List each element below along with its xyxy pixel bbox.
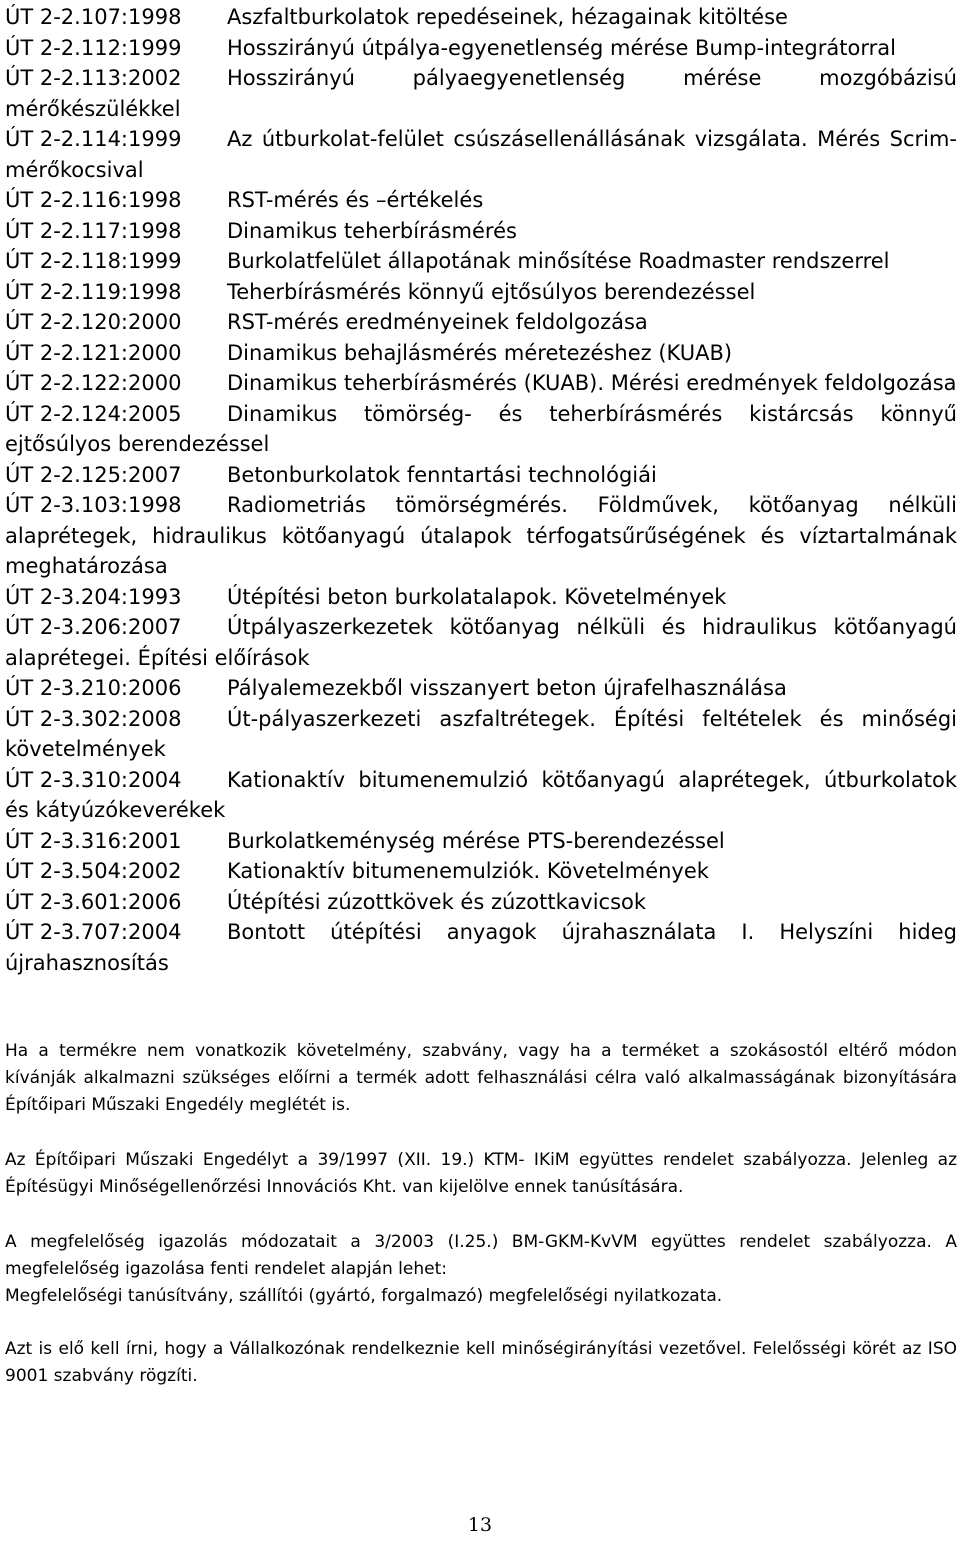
standard-code: ÚT 2-2.121:2000 [5,340,182,365]
standard-item [5,765,957,826]
standard-title: Hosszirányú útpálya-egyenetlenség mérése Bump-integrátorral [227,35,896,60]
page-number: 13 [467,1514,493,1536]
paragraph-conformity-certificate: Megfelelőségi tanúsítvány, szállítói (gyártó, forgalmazó) megfelelőségi nyilatkozata. [5,1286,723,1306]
standard-title: Út-pályaszerkezeti aszfaltrétegek. Építési feltételek és minőségi követelmények [5,706,957,761]
standard-title: Pályalemezekből visszanyert beton újrafelhasználása [227,676,787,700]
standard-code: ÚT 2-2.117:1998 [5,218,182,243]
standard-item [5,917,957,978]
standard-title: Aszfaltburkolatok repedéseinek, hézagainak kitöltése [227,5,788,29]
standard-item [5,185,957,216]
standard-title: Dinamikus teherbírásmérés (KUAB). Mérési eredmények feldolgozása [227,371,957,395]
standard-item [5,704,957,765]
standard-item [5,460,957,491]
standard-title: Útépítési zúzottkövek és zúzottkavicsok [227,889,647,914]
standard-code: ÚT 2-3.103:1998 [5,493,182,517]
standard-title: Burkolatkeménység mérése PTS-berendezéssel [227,828,725,853]
standard-code: ÚT 2-2.116:1998 [5,188,182,212]
standard-item [5,277,957,308]
standard-title: Útpályaszerkezetek kötőanyag nélküli és hidraulikus kötőanyagú alaprétegei. Építési előírások [5,615,957,670]
standards-list [5,2,957,978]
standard-title: Az útburkolat-felület csúszásellenállásának vizsgálata. Mérés Scrim-mérőkocsival [5,127,957,182]
standard-title: Betonburkolatok fenntartási technológiái [227,462,657,487]
standard-code: ÚT 2-3.601:2006 [5,889,182,914]
standard-item [5,2,957,33]
standard-item [5,368,957,399]
standard-item [5,246,957,277]
standard-code: ÚT 2-2.120:2000 [5,310,182,334]
paragraph-approval-regulation: Az Építőipari Műszaki Engedélyt a 39/1997 (XII. 19.) KTM- IKiM együttes rendelet szabályozza. Jelenleg az Építésügyi Minőségellenőrzési Innovációs Kht. van kijelölve ennek tanúsítására. [5,1150,957,1197]
standard-item [5,399,957,460]
standard-title: Dinamikus tömörség- és teherbírásmérés kistárcsás könnyű ejtősúlyos berendezéssel [5,401,957,456]
standard-code: ÚT 2-3.316:2001 [5,828,182,853]
standard-code: ÚT 2-3.707:2004 [5,920,182,944]
standard-item [5,612,957,673]
standard-item [5,856,957,887]
standard-code: ÚT 2-3.302:2008 [5,706,182,731]
standard-title: Dinamikus behajlásmérés méretezéshez (KUAB) [227,340,733,365]
standard-code: ÚT 2-3.206:2007 [5,615,182,639]
standard-title: RST-mérés eredményeinek feldolgozása [227,310,648,334]
standard-title: Teherbírásmérés könnyű ejtősúlyos berendezéssel [227,279,756,304]
standard-title: Hosszirányú pályaegyenetlenség mérése mozgóbázisú mérőkészülékkel [5,66,957,121]
standard-code: ÚT 2-2.107:1998 [5,5,182,29]
standard-code: ÚT 2-3.204:1993 [5,584,182,609]
standard-title: Kationaktív bitumenemulzió kötőanyagú alaprétegek, útburkolatok és kátyúzókeverékek [5,767,957,822]
standard-code: ÚT 2-2.113:2002 [5,66,182,90]
body-paragraphs [5,1038,957,1390]
standard-code: ÚT 2-2.122:2000 [5,371,182,395]
paragraph-quality-manager: Azt is elő kell írni, hogy a Vállalkozónak rendelkeznie kell minőségirányítási vezetővel. Felelősségi körét az ISO 9001 szabvány rögzíti. [5,1339,957,1386]
standard-title: RST-mérés és –értékelés [227,188,484,212]
standard-code: ÚT 2-2.124:2005 [5,401,182,426]
standard-code: ÚT 2-3.210:2006 [5,676,182,700]
standard-item [5,307,957,338]
standard-title: Kationaktív bitumenemulziók. Követelmények [227,859,709,883]
standard-item [5,33,957,64]
standard-code: ÚT 2-2.119:1998 [5,279,182,304]
standard-item [5,124,957,185]
standard-code: ÚT 2-2.125:2007 [5,462,182,487]
standard-item [5,490,957,582]
standard-code: ÚT 2-2.112:1999 [5,35,182,60]
standard-item [5,338,957,369]
paragraph-conformity-regulation: A megfelelőség igazolás módozatait a 3/2003 (I.25.) BM-GKM-KvVM együttes rendelet szabályozza. A megfelelőség igazolása fenti rendelet alapján lehet: [5,1232,957,1279]
standard-code: ÚT 2-2.118:1999 [5,249,182,273]
standard-item [5,582,957,613]
standard-item [5,887,957,918]
standard-code: ÚT 2-3.504:2002 [5,859,182,883]
paragraph-approval-requirement: Ha a termékre nem vonatkozik követelmény, szabvány, vagy ha a terméket a szokásostól eltérő módon kívánják alkalmazni szükséges előírni a termék adott felhasználási célra való alkalmasságának bizonyítására Építőipari Műszaki Engedély meglétét is. [5,1041,957,1115]
standard-code: ÚT 2-2.114:1999 [5,127,182,151]
standard-title: Dinamikus teherbírásmérés [227,218,517,243]
standard-item [5,826,957,857]
standard-title: Útépítési beton burkolatalapok. Követelmények [227,584,727,609]
standard-code: ÚT 2-3.310:2004 [5,767,182,792]
standard-title: Bontott útépítési anyagok újrahasználata I. Helyszíni hideg újrahasznosítás [5,920,957,975]
standard-item [5,63,957,124]
standard-item [5,673,957,704]
standard-item [5,216,957,247]
standard-title: Radiometriás tömörségmérés. Földművek, kötőanyag nélküli alaprétegek, hidraulikus kötőanyagú útalapok térfogatsűrűségének és víztartalmának meghatározása [5,493,957,578]
standard-title: Burkolatfelület állapotának minősítése Roadmaster rendszerrel [227,249,890,273]
